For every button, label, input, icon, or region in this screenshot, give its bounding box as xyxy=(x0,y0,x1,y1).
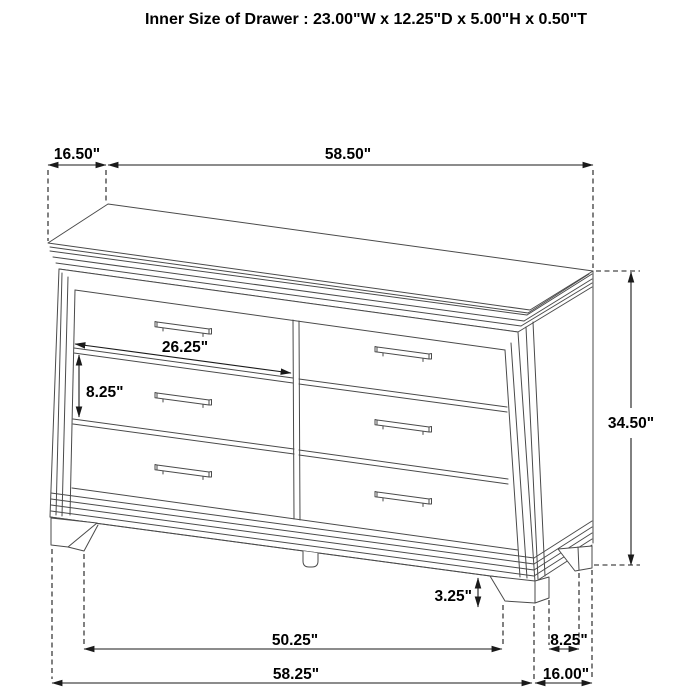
label-top-depth: 16.50" xyxy=(53,146,101,163)
label-top-width: 58.50" xyxy=(324,146,372,163)
label-base-outer-width: 58.25" xyxy=(272,666,320,683)
front-left-leg xyxy=(51,518,97,547)
label-base-depth: 16.00" xyxy=(542,666,590,683)
diagram-title: Inner Size of Drawer : 23.00"W x 12.25"D x 5.00"H x 0.50"T xyxy=(144,11,588,28)
label-leg-height: 3.25" xyxy=(434,588,472,605)
front-right-leg xyxy=(490,576,535,603)
label-drawer-width: 26.25" xyxy=(161,339,209,356)
dresser-right-side-face xyxy=(526,271,593,582)
label-drawer-height: 8.25" xyxy=(86,384,124,401)
label-base-inner-width: 50.25" xyxy=(271,632,319,649)
label-overall-height: 34.50" xyxy=(607,415,655,432)
dresser-front-face xyxy=(50,269,535,582)
label-leg-depth-gap: 8.25" xyxy=(550,632,588,649)
center-leg xyxy=(303,551,318,567)
rear-right-leg xyxy=(558,546,592,571)
